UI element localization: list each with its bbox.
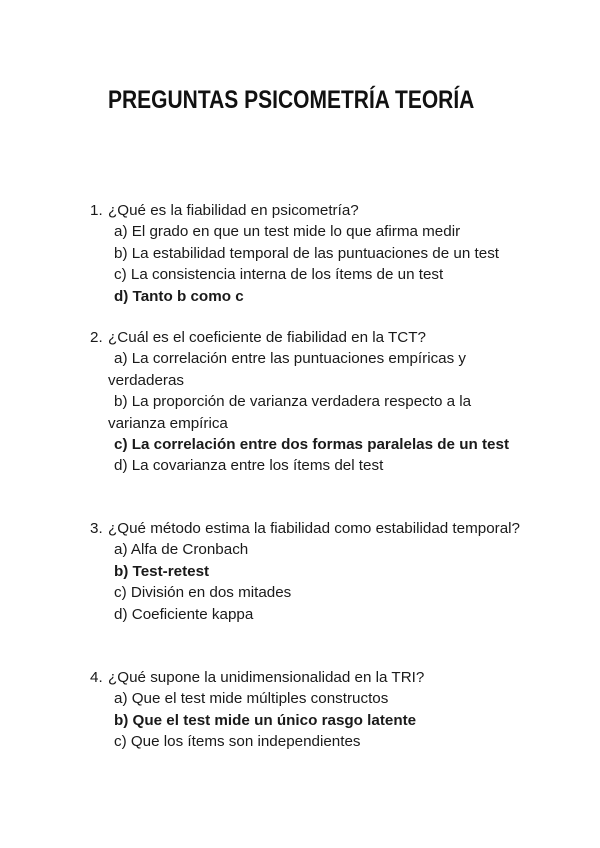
question-prompt: ¿Cuál es el coeficiente de fiabilidad en la TCT? (108, 329, 426, 346)
page-title: PREGUNTAS PSICOMETRÍA TEORÍA (108, 86, 475, 114)
option-c-correct: c) La correlación entre dos formas paralelas de un test (114, 436, 510, 454)
question-number: 1. (90, 202, 103, 219)
question-4 (90, 667, 530, 753)
option-d: d) La covarianza entre los ítems del test (114, 457, 384, 475)
question-2 (90, 327, 530, 477)
question-number: 4. (90, 669, 103, 686)
question-3 (90, 518, 530, 625)
option-a: a) Alfa de Cronbach (114, 541, 249, 559)
question-number: 2. (90, 329, 103, 346)
option-c: c) División en dos mitades (114, 584, 292, 602)
option-a: a) El grado en que un test mide lo que afirma medir (114, 223, 461, 241)
question-prompt: ¿Qué método estima la fiabilidad como estabilidad temporal? (108, 520, 520, 537)
option-a: a) La correlación entre las puntuaciones empíricas y verdaderas (108, 350, 467, 389)
question-prompt: ¿Qué supone la unidimensionalidad en la TRI? (108, 669, 425, 686)
option-b-correct: b) Test-retest (114, 562, 210, 580)
option-c: c) Que los ítems son independientes (114, 733, 361, 751)
question-1 (90, 200, 530, 307)
option-b-correct: b) Que el test mide un único rasgo latente (114, 711, 417, 729)
option-d: d) Coeficiente kappa (114, 605, 254, 623)
question-text (90, 200, 530, 221)
question-prompt: ¿Qué es la fiabilidad en psicometría? (108, 202, 359, 219)
option-d-correct: d) Tanto b como c (114, 287, 244, 305)
question-text (90, 667, 530, 688)
question-text (90, 518, 530, 539)
question-text (90, 327, 530, 348)
option-a: a) Que el test mide múltiples constructos (114, 690, 389, 708)
option-b: b) La estabilidad temporal de las puntuaciones de un test (114, 244, 500, 262)
question-number: 3. (90, 520, 103, 537)
option-b: b) La proporción de varianza verdadera respecto a la varianza empírica (108, 393, 472, 432)
option-c: c) La consistencia interna de los ítems de un test (114, 266, 444, 284)
